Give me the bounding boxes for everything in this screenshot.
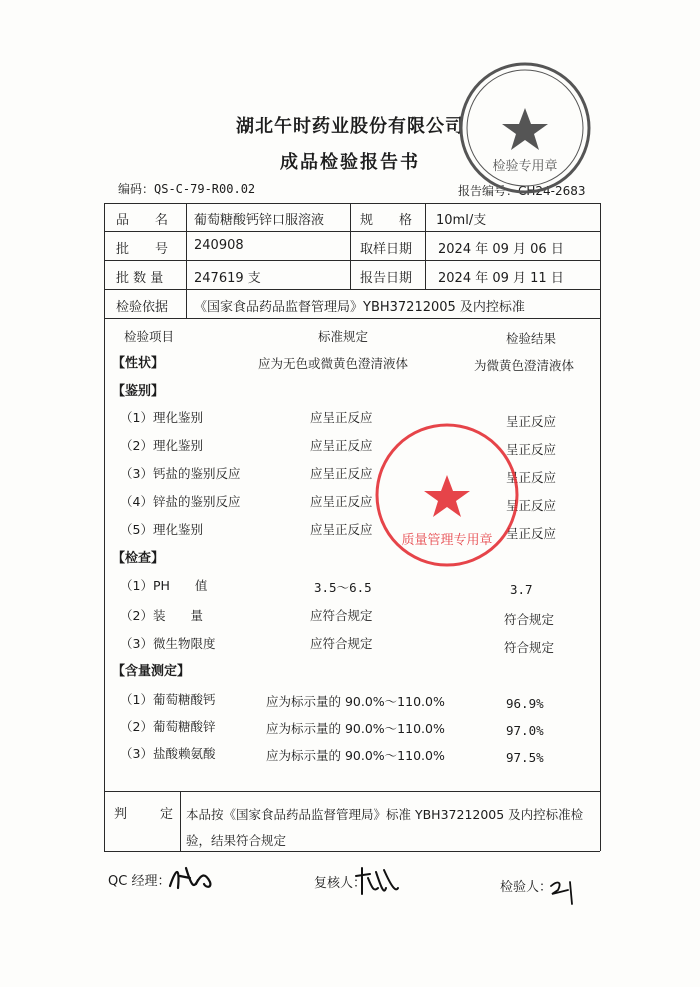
- table-row-divider: [104, 791, 600, 792]
- identification-result: 呈正反应: [506, 470, 557, 485]
- sampling-date-label: 取样日期: [360, 242, 413, 257]
- column-header-item: 检验项目: [124, 329, 175, 344]
- basis-label: 检验依据: [116, 300, 169, 315]
- column-header-result: 检验结果: [506, 331, 557, 346]
- inspection-result: 3.7: [510, 582, 533, 597]
- report-date: 2024 年 09 月 11 日: [438, 271, 564, 286]
- inspector-label: 检验人：: [500, 880, 553, 895]
- identification-result: 呈正反应: [506, 498, 557, 513]
- document-title: 成品检验报告书: [280, 152, 420, 173]
- identification-item: （1）理化鉴别: [120, 410, 203, 425]
- table-col-divider: [350, 203, 351, 290]
- assay-standard: 应为标示量的 90.0%～110.0%: [266, 748, 445, 763]
- qc-manager-label: QC 经理：: [108, 874, 171, 889]
- judgement-label-1: 判: [114, 807, 128, 822]
- inspection-result: 符合规定: [504, 612, 555, 627]
- table-top-border: [104, 203, 600, 204]
- judgement-label-2: 定: [160, 807, 174, 822]
- quantity-label: 批 数 量: [116, 271, 164, 286]
- appearance-standard: 应为无色或微黄色澄清液体: [258, 356, 409, 371]
- inspection-standard: 应符合规定: [310, 608, 373, 623]
- identification-standard: 应呈正反应: [310, 410, 373, 425]
- section-appearance: 【性状】: [112, 356, 165, 371]
- table-right-border: [600, 203, 601, 851]
- assay-item: （1）葡萄糖酸钙: [120, 692, 216, 707]
- identification-standard: 应呈正反应: [310, 494, 373, 509]
- assay-item: （2）葡萄糖酸锌: [120, 719, 216, 734]
- inspection-item: （2）装 量: [120, 608, 203, 623]
- judgement-text-line1: 本品按《国家食品药品监督管理局》标准 YBH37212005 及内控标准检: [186, 807, 584, 822]
- identification-item: （2）理化鉴别: [120, 438, 203, 453]
- reviewer-label: 复核人：: [314, 876, 367, 891]
- document-code: 编码：QS-C-79-R00.02: [118, 182, 256, 196]
- quantity-value: 247619 支: [194, 271, 261, 286]
- sampling-date: 2024 年 09 月 06 日: [438, 242, 564, 257]
- product-name: 葡萄糖酸钙锌口服溶液: [194, 213, 325, 228]
- batch-label: 批 号: [116, 242, 169, 257]
- column-header-standard: 标准规定: [318, 329, 369, 344]
- section-assay: 【含量测定】: [112, 664, 191, 679]
- svg-text:质量管理专用章: 质量管理专用章: [401, 533, 493, 548]
- assay-standard: 应为标示量的 90.0%～110.0%: [266, 721, 445, 736]
- identification-item: （5）理化鉴别: [120, 522, 203, 537]
- table-row-divider: [104, 260, 600, 261]
- table-col-divider: [425, 203, 426, 290]
- assay-result: 96.9%: [506, 696, 544, 711]
- assay-result: 97.0%: [506, 723, 544, 738]
- assay-result: 97.5%: [506, 750, 544, 765]
- identification-result: 呈正反应: [506, 414, 557, 429]
- inspection-item: （3）微生物限度: [120, 636, 216, 651]
- assay-standard: 应为标示量的 90.0%～110.0%: [266, 694, 445, 709]
- svg-text:检验专用章: 检验专用章: [492, 159, 558, 174]
- batch-value: 240908: [194, 238, 244, 253]
- report-number: 报告编号：CH24-2683: [458, 184, 586, 198]
- inspection-standard: 3.5～6.5: [314, 580, 372, 595]
- appearance-result: 为微黄色澄清液体: [474, 358, 575, 373]
- inspection-standard: 应符合规定: [310, 636, 373, 651]
- table-col-divider: [186, 203, 187, 318]
- quality-management-stamp: [372, 420, 522, 570]
- inspector-signature: [548, 868, 580, 908]
- company-name: 湖北午时药业股份有限公司: [236, 116, 464, 137]
- basis-value: 《国家食品药品监督管理局》YBH37212005 及内控标准: [194, 300, 525, 315]
- table-left-border: [104, 203, 105, 851]
- inspection-result: 符合规定: [504, 640, 555, 655]
- qc-manager-signature: [166, 858, 216, 898]
- judgement-col-divider: [180, 791, 181, 851]
- identification-standard: 应呈正反应: [310, 438, 373, 453]
- company-inspection-stamp: [455, 58, 595, 198]
- identification-item: （4）锌盐的鉴别反应: [120, 494, 241, 509]
- spec-value: 10ml/支: [436, 213, 487, 228]
- spec-label: 规 格: [360, 213, 413, 228]
- identification-standard: 应呈正反应: [310, 466, 373, 481]
- section-inspection: 【检查】: [112, 551, 165, 566]
- identification-standard: 应呈正反应: [310, 522, 373, 537]
- table-row-divider: [104, 231, 600, 232]
- identification-result: 呈正反应: [506, 526, 557, 541]
- identification-item: （3）钙盐的鉴别反应: [120, 466, 241, 481]
- identification-result: 呈正反应: [506, 442, 557, 457]
- table-row-divider: [104, 318, 600, 319]
- assay-item: （3）盐酸赖氨酸: [120, 746, 216, 761]
- table-row-divider: [104, 289, 600, 290]
- report-date-label: 报告日期: [360, 271, 413, 286]
- reviewer-signature: [352, 858, 402, 902]
- judgement-text-line2: 验，结果符合规定: [186, 833, 287, 848]
- table-bottom-border: [104, 851, 600, 852]
- product-label: 品 名: [116, 213, 169, 228]
- inspection-item: （1）PH 值: [120, 578, 208, 593]
- section-identification: 【鉴别】: [112, 384, 165, 399]
